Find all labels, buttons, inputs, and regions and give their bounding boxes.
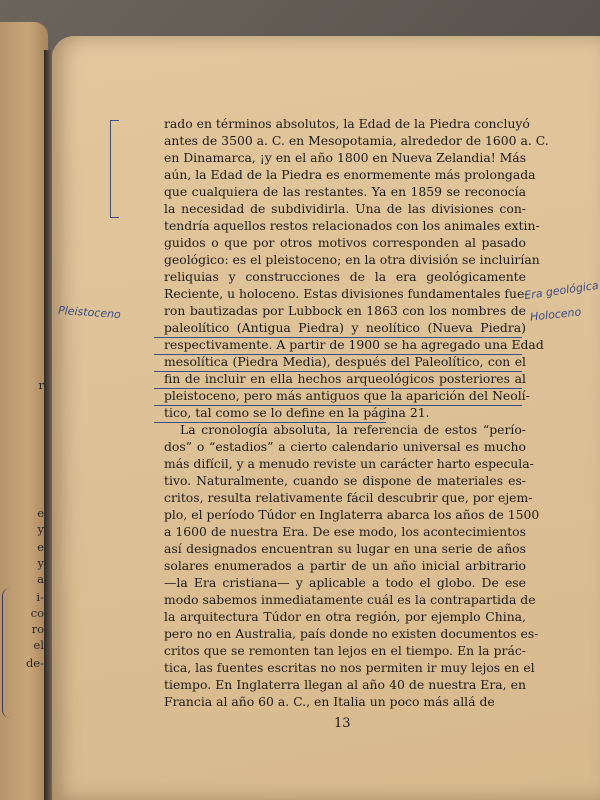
left-page-fragment: r bbox=[38, 378, 44, 392]
text-line: la arquitectura Túdor en otra región, por ejemplo China, bbox=[164, 609, 526, 624]
left-page-fragment: e bbox=[37, 506, 44, 520]
text-line: reliquias y construcciones de la era geológicamente bbox=[164, 269, 526, 284]
text-line: tendría aquellos restos relacionados con los animales extin- bbox=[164, 218, 540, 233]
text-line: Reciente, u holoceno. Estas divisiones fundamentales fue- bbox=[164, 286, 529, 301]
left-page-fragment: a bbox=[37, 572, 44, 586]
text-line: critos, resulta relativamente fácil descubrir que, por ejem- bbox=[164, 490, 533, 505]
text-line: así designados encuentran su lugar en una serie de años bbox=[164, 541, 526, 556]
ink-underline bbox=[154, 405, 522, 406]
text-line: respectivamente. A partir de 1900 se ha agregado una Edad bbox=[164, 337, 544, 352]
text-line: critos que se remonten tan lejos en el tiempo. En la prác- bbox=[164, 643, 526, 658]
page-number: 13 bbox=[334, 716, 351, 731]
left-page-fragment: de- bbox=[25, 656, 44, 670]
left-page-fragment: co bbox=[30, 606, 44, 620]
text-line: tico, tal como se lo define en la página 21. bbox=[164, 405, 430, 420]
text-line: aún, la Edad de la Piedra es enormemente más prolongada bbox=[164, 167, 536, 182]
handwritten-note-left: Pleistoceno bbox=[57, 303, 122, 322]
text-line: plo, el período Túdor en Inglaterra abarca los años de 1500 bbox=[164, 507, 540, 522]
text-line: a 1600 de nuestra Era. De ese modo, los acontecimientos bbox=[164, 524, 526, 539]
text-line: tica, las fuentes escritas no nos permiten ir muy lejos en el bbox=[164, 660, 535, 675]
left-page-fragment: y bbox=[37, 556, 44, 570]
text-line: más difícil, y a menudo reviste un carácter harto especula- bbox=[164, 456, 534, 471]
text-line: La cronología absoluta, la referencia de estos “perío- bbox=[180, 422, 526, 437]
ink-underline bbox=[154, 371, 522, 372]
text-line: pleistoceno, pero más antiguos que la aparición del Neolí- bbox=[164, 388, 530, 403]
text-line: rado en términos absolutos, la Edad de la Piedra concluyó bbox=[164, 116, 530, 131]
text-line: ron bautizadas por Lubbock en 1863 con los nombres de bbox=[164, 303, 526, 318]
text-line: tiempo. En Inglaterra llegan al año 40 de nuestra Era, en bbox=[164, 677, 526, 692]
book-page bbox=[52, 36, 600, 800]
text-line: antes de 3500 a. C. en Mesopotamia, alrededor de 1600 a. C. bbox=[164, 133, 549, 148]
text-line: paleolítico (Antigua Piedra) y neolítico (Nueva Piedra) bbox=[164, 320, 526, 335]
text-line: tivo. Naturalmente, cuando se dispone de materiales es- bbox=[164, 473, 526, 488]
ink-bracket bbox=[110, 120, 119, 218]
text-line: fin de incluir en ella hechos arqueológicos posteriores al bbox=[164, 371, 526, 386]
left-page-fragment: el bbox=[33, 638, 44, 652]
text-line: —la Era cristiana— y aplicable a todo el globo. De ese bbox=[164, 575, 526, 590]
text-line: geológico: es el pleistoceno; en la otra división se incluirían bbox=[164, 252, 540, 267]
text-line: mesolítica (Piedra Media), después del Paleolítico, con el bbox=[164, 354, 526, 369]
text-line: dos” o “estadios” a cierto calendario universal es mucho bbox=[164, 439, 526, 454]
text-line: en Dinamarca, ¡y en el año 1800 en Nueva Zelandia! Más bbox=[164, 150, 527, 165]
text-line: guidos o que por otros motivos corresponden al pasado bbox=[164, 235, 526, 250]
text-line: Francia al año 60 a. C., en Italia un poco más allá de bbox=[164, 694, 495, 709]
text-line: modo sabemos inmediatamente cuál es la contrapartida de bbox=[164, 592, 536, 607]
left-page-fragment: ro bbox=[31, 622, 44, 636]
left-page-edge bbox=[0, 22, 48, 800]
ink-underline bbox=[154, 388, 522, 389]
left-page-fragment: i- bbox=[36, 590, 44, 604]
text-line: pero no en Australia, país donde no existen documentos es- bbox=[164, 626, 539, 641]
ink-underline bbox=[154, 422, 386, 423]
left-margin-bracket bbox=[2, 588, 47, 718]
left-page-fragment: y bbox=[37, 522, 44, 536]
text-line: que cualquiera de las restantes. Ya en 1859 se reconocía bbox=[164, 184, 526, 199]
text-line: la necesidad de subdividirla. Una de las divisiones con- bbox=[164, 201, 526, 216]
left-page-fragment: e bbox=[37, 540, 44, 554]
handwritten-note-right: Era geológica bbox=[523, 278, 600, 303]
ink-underline bbox=[154, 354, 522, 355]
text-line: solares enumerados a partir de un año inicial arbitrario bbox=[164, 558, 526, 573]
ink-underline bbox=[154, 337, 522, 338]
handwritten-note-right: Holoceno bbox=[529, 305, 582, 324]
